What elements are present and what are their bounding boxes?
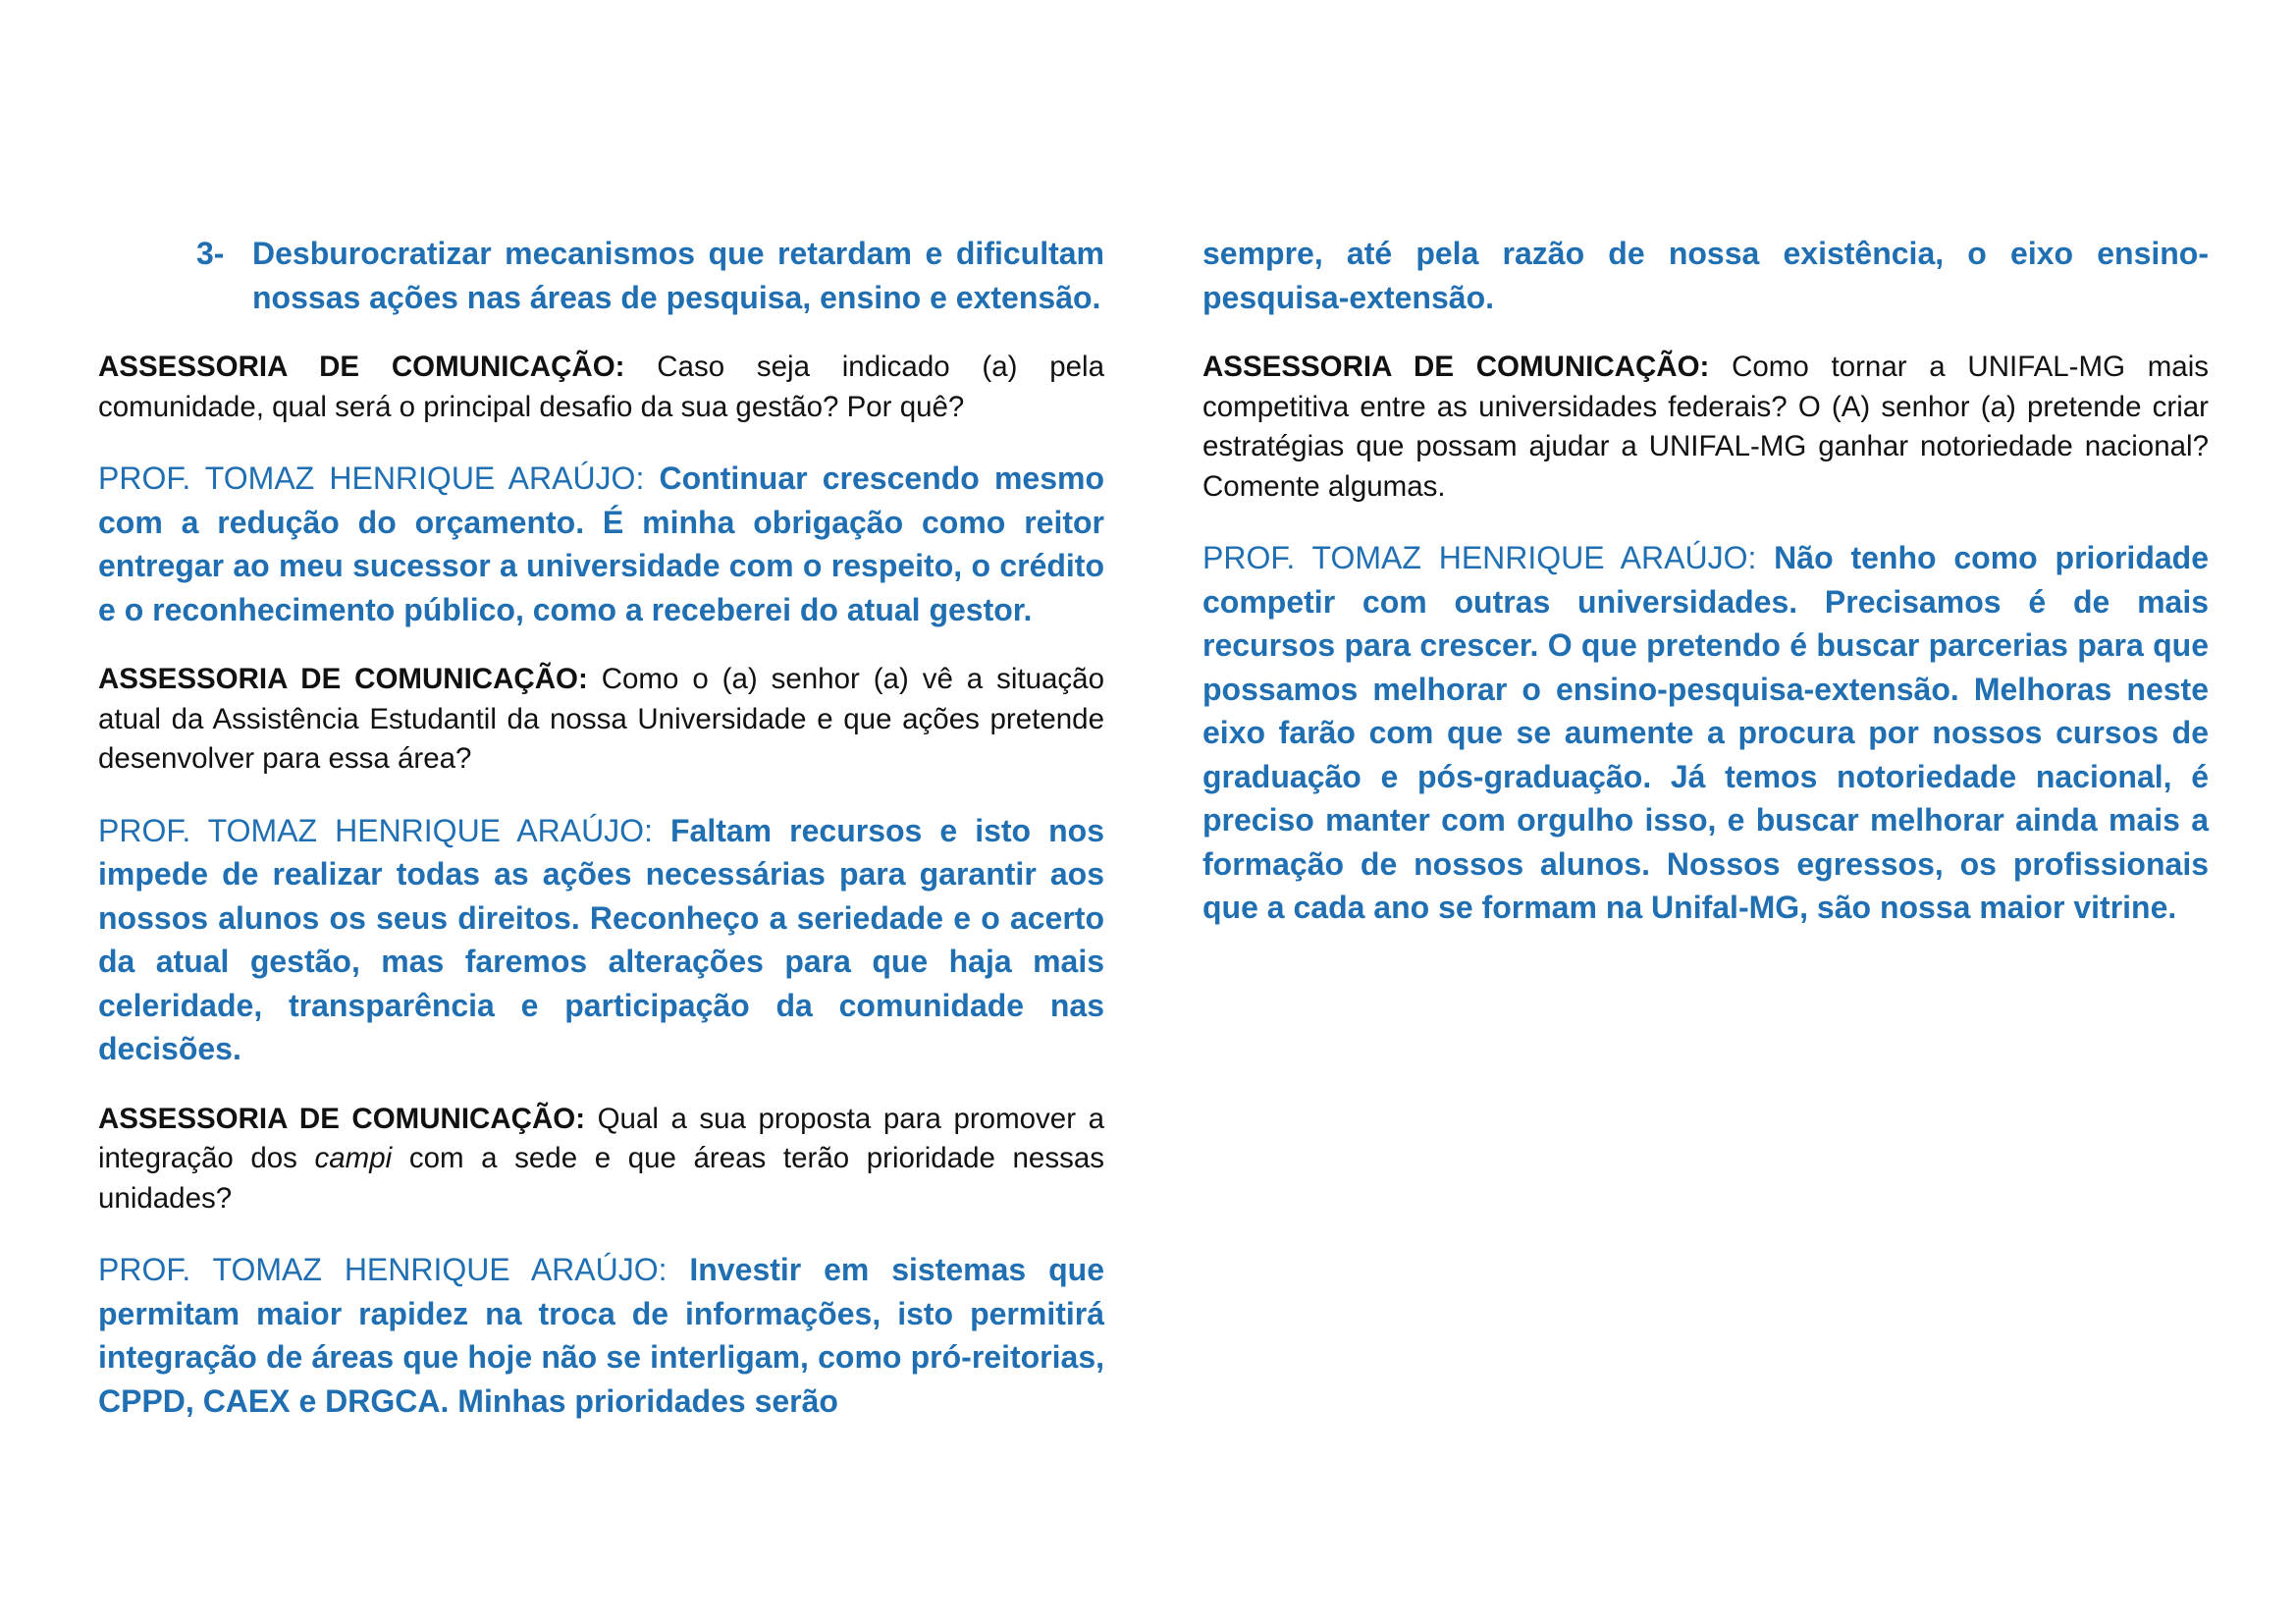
question-label: ASSESSORIA DE COMUNICAÇÃO: — [98, 351, 625, 383]
answer-label: PROF. TOMAZ HENRIQUE ARAÚJO: — [98, 812, 653, 848]
list-number: 3- — [196, 236, 225, 271]
answer-text: Investir em sistemas que permitam maior rapidez na troca de informações, isto permitirá integração de áreas que hoje não se interligam, como pró-reitorias, CPPD, CAEX e DRGCA. Minhas prioridades serão — [98, 1252, 1105, 1419]
question-label: ASSESSORIA DE COMUNICAÇÃO: — [98, 663, 588, 695]
answer-label: PROF. TOMAZ HENRIQUE ARAÚJO: — [98, 1252, 667, 1287]
answer-3 — [98, 1248, 1104, 1423]
question-text-after: com a sede e que áreas terão prioridade nessas unidades? — [98, 1142, 1104, 1215]
question-2 — [98, 660, 1104, 780]
question-3 — [98, 1100, 1104, 1219]
list-item-3 — [98, 232, 1104, 319]
question-text-italic: campi — [314, 1142, 393, 1174]
right-column — [1202, 232, 2209, 958]
question-label: ASSESSORIA DE COMUNICAÇÃO: — [1202, 351, 1710, 383]
answer-1 — [98, 457, 1104, 631]
answer-text: Não tenho como prioridade competir com outras universidades. Precisamos é de mais recursos para crescer. O que pretendo é buscar parcerias para que possamos melhorar o ensino-pesquisa-extensão. Melhoras neste eixo farão com que se aumente a procura por nossos cursos de graduação e pós-graduação. Já temos notoriedade nacional, é preciso manter com orgulho isso, e buscar melhorar ainda mais a formação de nossos alunos. Nossos egressos, os profissionais que a cada ano se formam na Unifal-MG, são nossa maior vitrine. — [1202, 540, 2210, 925]
question-text: Como tornar a UNIFAL-MG mais competitiva entre as universidades federais? O (A) senhor (a) pretende criar estratégias que possam ajudar a UNIFAL-MG ganhar notoriedade nacional? Comente algumas. — [1202, 351, 2210, 503]
left-column — [98, 232, 1104, 1451]
question-4 — [1202, 348, 2209, 507]
answer-label: PROF. TOMAZ HENRIQUE ARAÚJO: — [1202, 540, 1757, 575]
question-text: Caso seja indicado (a) pela comunidade, qual será o principal desafio da sua gestão? Por quê? — [98, 351, 1104, 423]
question-text: Como o (a) senhor (a) vê a situação atual da Assistência Estudantil da nossa Universidade e que ações pretende desenvolver para essa área? — [98, 663, 1104, 775]
question-text-before: Qual a sua proposta para promover a integração dos — [98, 1102, 1104, 1174]
answer-3-continued: sempre, até pela razão de nossa existência, o eixo ensino-pesquisa-extensão. — [1202, 236, 2209, 315]
answer-text: Faltam recursos e isto nos impede de realizar todas as ações necessárias para garantir aos nossos alunos os seus direitos. Reconheço a seriedade e o acerto da atual gestão, mas faremos alterações para que haja mais celeridade, transparência e participação da comunidade nas decisões. — [98, 812, 1105, 1066]
answer-2 — [98, 809, 1104, 1071]
question-1 — [98, 348, 1104, 427]
question-label: ASSESSORIA DE COMUNICAÇÃO: — [98, 1102, 586, 1135]
answer-4 — [1202, 536, 2209, 930]
answer-text: Continuar crescendo mesmo com a redução do orçamento. É minha obrigação como reitor entregar ao meu sucessor a universidade com o respeito, o crédito e o reconhecimento público, como a receberei do atual gestor. — [98, 460, 1105, 627]
answer-label: PROF. TOMAZ HENRIQUE ARAÚJO: — [98, 460, 645, 496]
list-item-text: Desburocratizar mecanismos que retardam e dificultam nossas ações nas áreas de pesquisa, ensino e extensão. — [252, 236, 1104, 315]
